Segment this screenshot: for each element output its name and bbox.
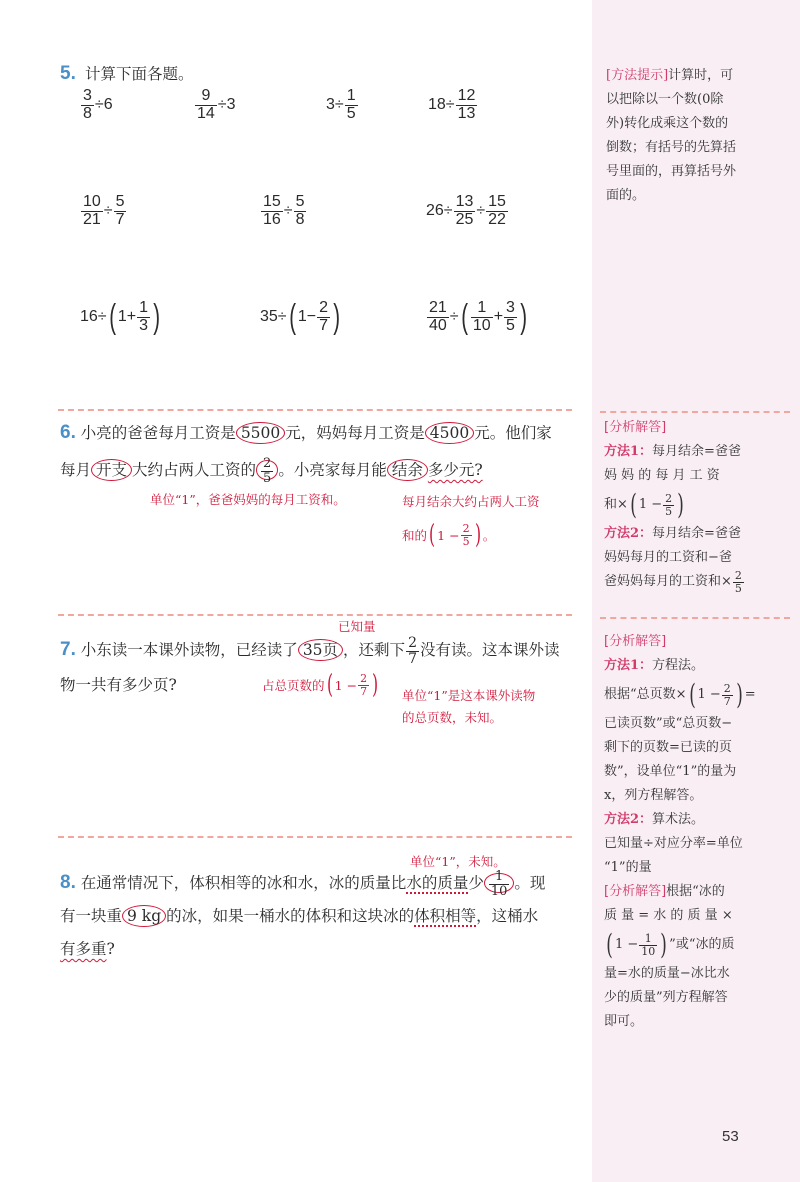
divider-3 — [58, 836, 572, 838]
q7-note-ratio: 占总页数的 ( 1 − $\frac{2}{7}$ ) — [262, 670, 379, 700]
sidebar-q7-analysis: [分析解答] 方法1：方程法。 根据“总页数× ( 1 − $\frac{2}{7}$ ) = 已读页数”或“总页数− 剩下的页数=已读的页 数”，设单位“1”的量为 x，列方程解答。 方法2：算术法。 已知量÷对应分率=单位 “1”的量 — [604, 630, 790, 880]
sidebar-divider-2 — [600, 617, 790, 619]
q6-note-unit: 单位“1”，爸爸妈妈的每月工资和。 — [150, 492, 346, 507]
q5-number: 5. — [60, 63, 76, 84]
q8-number: 8. — [60, 872, 76, 893]
sidebar-tip-heading: [方法提示] — [606, 68, 669, 83]
q5-expr-7: 26÷ $\frac{13}{25}$ ÷ $\frac{15}{22}$ — [426, 193, 506, 228]
q5-expr-2: $\frac{9}{14}$ ÷3 — [197, 87, 236, 122]
q5-expr-4: 18÷ $\frac{12}{13}$ — [428, 87, 476, 122]
sidebar-q7-heading: [分析解答] — [604, 634, 667, 649]
divider-2 — [58, 614, 572, 616]
q7-number: 7. — [60, 639, 76, 660]
q6-note-remain-1: 每月结余大约占两人工资 — [402, 494, 540, 509]
sidebar-tip: [方法提示]计算时，可 以把除以一个数(0除 外)转化成乘这个数的 倒数；有括号的先算括 号里面的，再算括号外 面的。 — [606, 68, 737, 203]
q5-expr-10: $\frac{21}{40}$ ÷ ( $\frac{1}{10}$ + $\frac{3}{5}$ ) — [429, 298, 528, 337]
q7-note-unit-2: 的总页数，未知。 — [402, 710, 503, 725]
divider-1 — [58, 409, 572, 411]
sidebar-q6-analysis: [分析解答] 方法1：每月结余=爸爸 妈 妈 的 每 月 工 资 和× ( 1 − $\frac{2}{5}$ ) 方法2：每月结余=爸爸 妈妈每月的工资和−爸 爸妈妈每月的工资和× $\frac{2}{5}$ — [604, 416, 790, 594]
q6-text: 6. 小亮的爸爸每月工资是 5500 元，妈妈每月工资是 4500 元。他们家 每月 开支 大约占两人工资的 $\frac{2}{5}$ 。小亮家每月能 结余 多少元? — [60, 422, 552, 486]
sidebar-q8-heading: [分析解答] — [604, 884, 667, 899]
q7-text: 7. 小东读一本课外读物，已经读了 35页 ，还剩下 $\frac{2}{7}$ 没有读。这本课外读 物一共有多少页? — [60, 634, 560, 694]
q5-expr-6: $\frac{15}{16}$ ÷ $\frac{5}{8}$ — [263, 193, 305, 228]
q8-text: 8. 在通常情况下，体积相等的冰和水，冰的质量比水的质量少 $\frac{1}{10}$ 。现 有一块重 9 kg 的冰，如果一桶水的体积和这块冰的体积相等，这桶水 有多重? — [60, 868, 546, 958]
page-number: 53 — [722, 1128, 739, 1145]
sidebar-divider-1 — [600, 411, 790, 413]
q5-expr-5: $\frac{10}{21}$ ÷ $\frac{5}{7}$ — [83, 193, 125, 228]
q8-note-unit: 单位“1”，未知。 — [410, 854, 506, 869]
q5-expr-1: $\frac{3}{8}$ ÷6 — [83, 87, 113, 122]
q5-title: 计算下面各题。 — [84, 65, 194, 83]
q5-expr-9: 35÷ ( 1− $\frac{2}{7}$ ) — [260, 298, 341, 337]
q6-number: 6. — [60, 422, 76, 443]
q5-expr-8: 16÷ ( 1+ $\frac{1}{3}$ ) — [80, 298, 161, 337]
q6-note-remain-2: 和的 ( 1 − $\frac{2}{5}$ ) 。 — [402, 520, 496, 550]
q5-header — [60, 58, 193, 91]
q5-expr-3: 3÷ $\frac{1}{5}$ — [326, 87, 356, 122]
sidebar-q6-heading: [分析解答] — [604, 420, 667, 435]
q7-note-unit-1: 单位“1”是这本课外读物 — [402, 688, 536, 703]
sidebar-q8-analysis: [分析解答]根据“冰的 质 量 = 水 的 质 量 × ( 1 − $\frac{1}{10}$ ) ”或“冰的质 量=水的质量−冰比水 少的质量”列方程解答 即可。 — [604, 880, 790, 1034]
q7-note-known: 已知量 — [338, 619, 376, 634]
